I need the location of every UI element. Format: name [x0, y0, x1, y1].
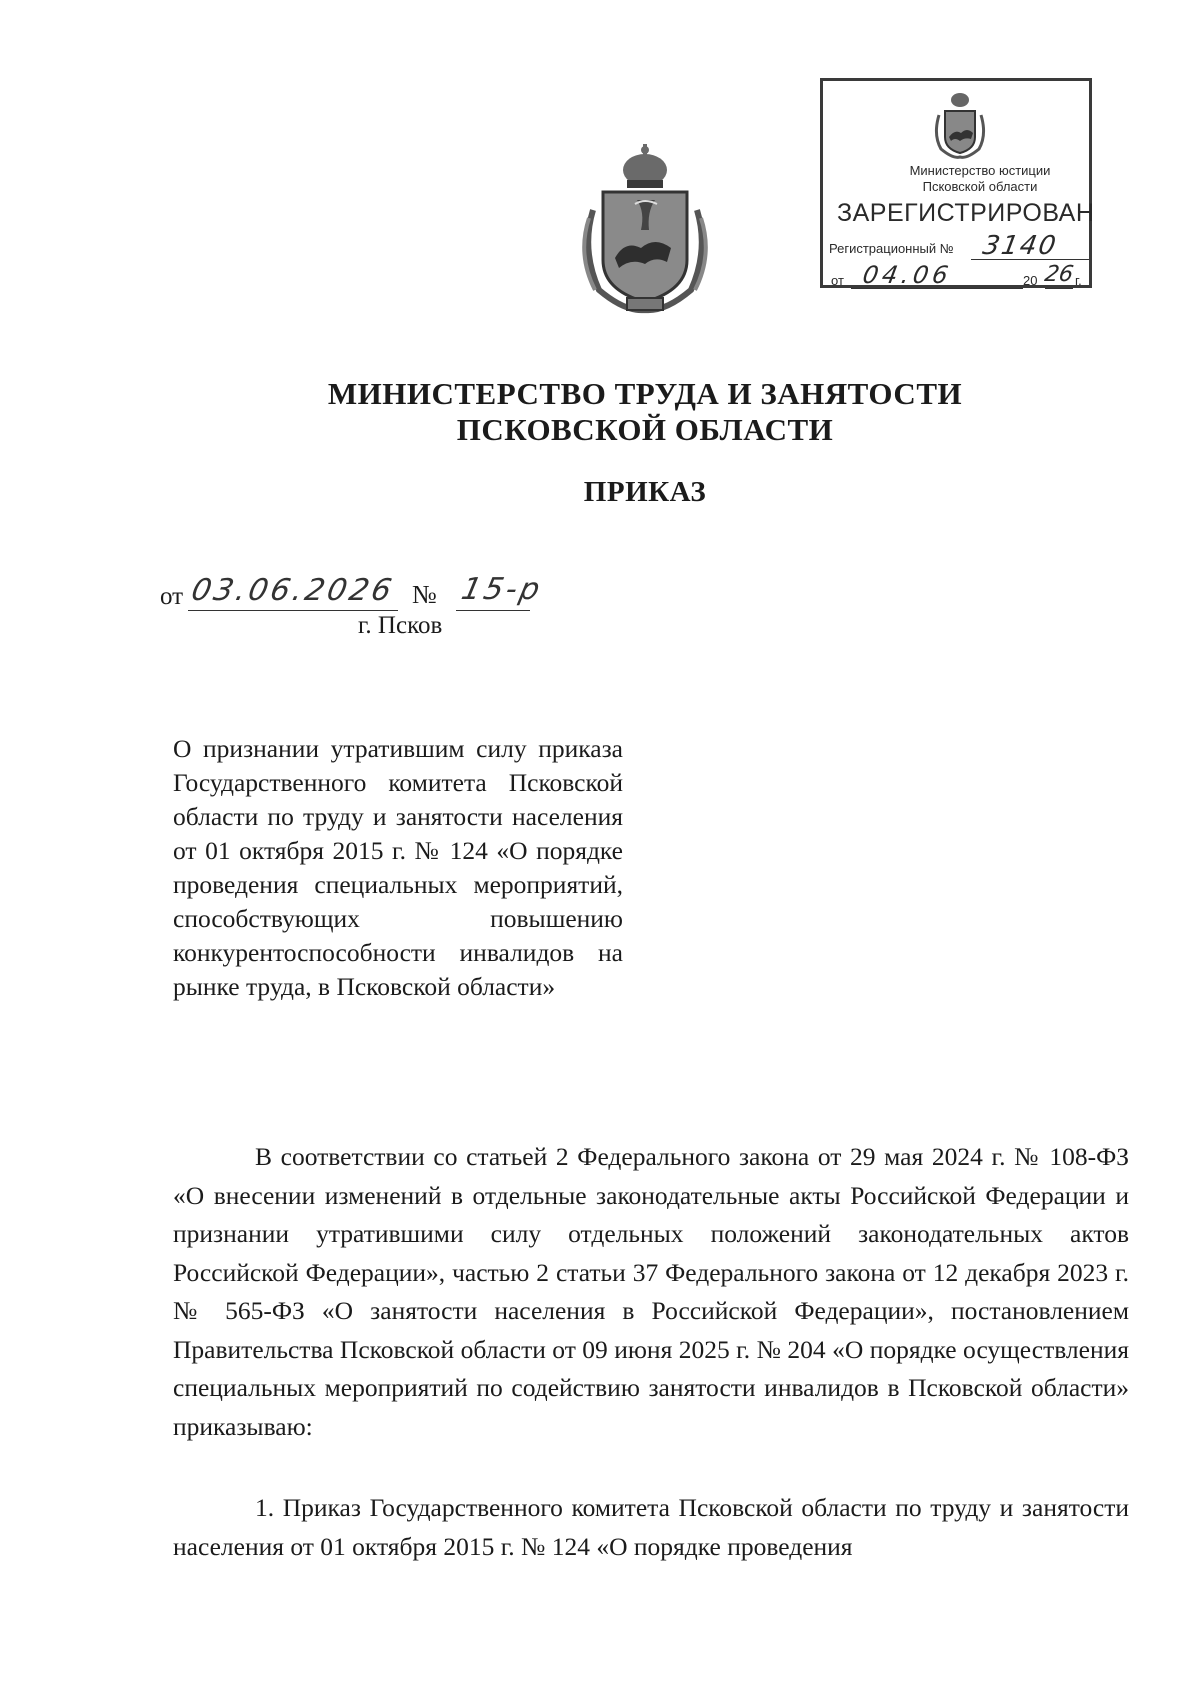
stamp-emblem-icon — [933, 91, 987, 159]
order-number-sign: № — [412, 580, 437, 609]
stamp-year-prefix: 20 — [1023, 273, 1038, 288]
stamp-region: Псковской области — [922, 179, 1038, 194]
order-number: 15-р — [458, 572, 546, 607]
ministry-title: МИНИСТЕРСТВО ТРУДА И ЗАНЯТОСТИ — [327, 376, 963, 411]
order-from-label: от — [160, 583, 184, 610]
stamp-number-label: Регистрационный № — [829, 241, 954, 256]
order-date: 03.06.2026 — [188, 573, 398, 608]
stamp-ministry: Министерство юстиции — [909, 163, 1051, 178]
stamp-title: ЗАРЕГИСТРИРОВАН — [837, 199, 1095, 227]
stamp-year-suffix: г. — [1075, 273, 1082, 288]
order-number-underline — [456, 610, 530, 611]
region-title: ПСКОВСКОЙ ОБЛАСТИ — [456, 412, 834, 447]
stamp-number-value: 3140 — [980, 231, 1060, 261]
document-type: ПРИКАЗ — [583, 476, 707, 508]
registration-stamp — [820, 78, 1095, 289]
body-paragraph-1: В соответствии со статьей 2 Федерального закона от 29 мая 2024 г. № 108-ФЗ «О внесении изменений в отдельные законодательные акты Российской Федерации и признании утратившими силу отдельных положений законодательных актов Российской Федерации», частью 2 статьи 37 Федерального закона от 12 декабря 2023 г. № 565-ФЗ «О занятости населения в Российской Федерации», постановлением Правительства Псковской области от 09 июня 2025 г. № 204 «О порядке осуществления специальных мероприятий по содействию занятости инвалидов в Псковской области» приказываю: — [173, 1142, 1129, 1441]
order-date-underline — [188, 610, 398, 611]
stamp-date-value: 04.06 — [860, 261, 955, 289]
stamp-from-label: от — [831, 273, 844, 288]
coat-of-arms-emblem — [575, 140, 715, 315]
order-subject: О признании утратившим силу приказа Государственного комитета Псковской области по труду и занятости населения от 01 октября 2015 г. № 124 «О порядке проведения специальных мероприятий, способствующих повышению конкурентоспособности инвалидов на рынке труда, в Псковской области» — [173, 734, 623, 1001]
stamp-year-underline — [1045, 288, 1073, 289]
order-city: г. Псков — [358, 612, 443, 639]
stamp-year-value: 26 — [1042, 262, 1076, 287]
body-paragraph-2: 1. Приказ Государственного комитета Псковской области по труду и занятости населения от 01 октября 2015 г. № 124 «О порядке проведения — [173, 1493, 1129, 1561]
